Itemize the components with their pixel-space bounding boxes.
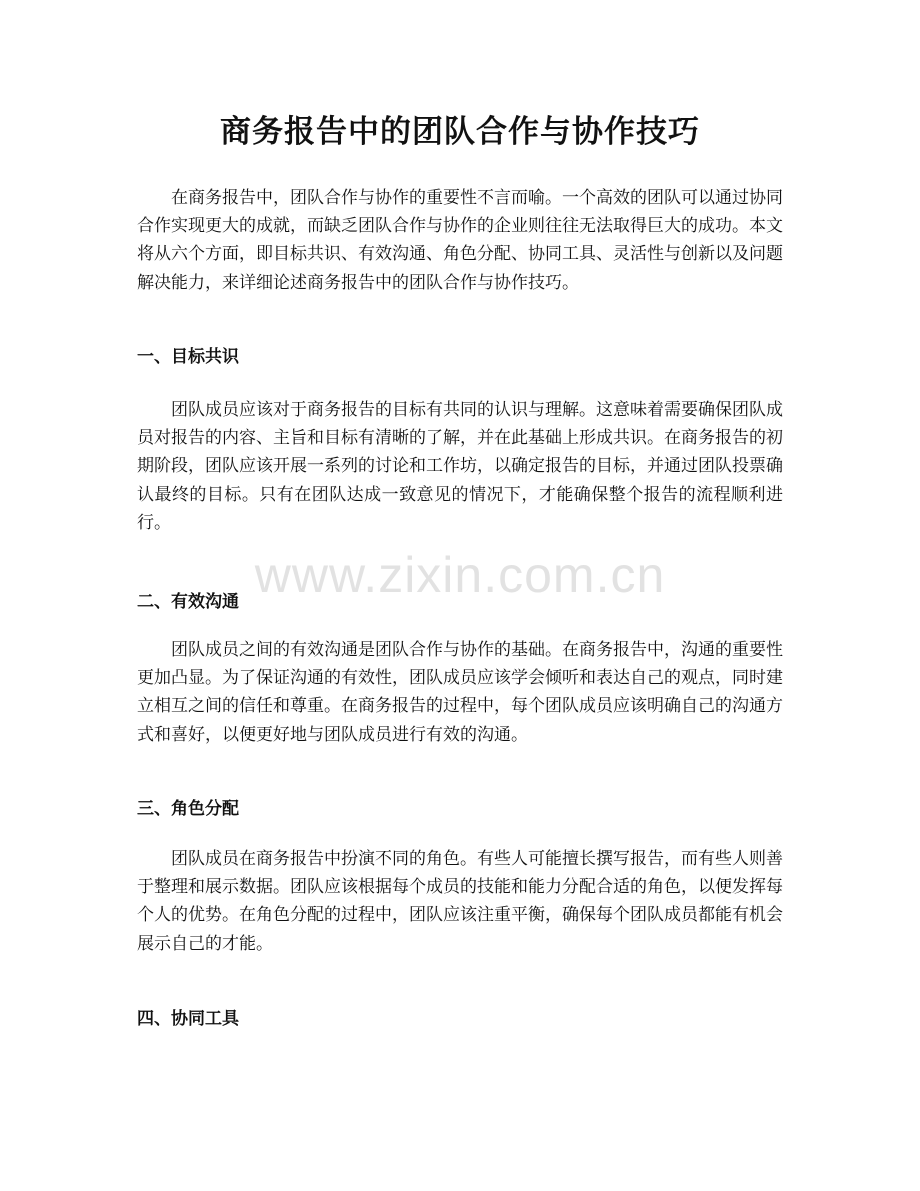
section-heading-goal-consensus: 一、目标共识: [137, 347, 239, 367]
intro-paragraph: 在商务报告中，团队合作与协作的重要性不言而喻。一个高效的团队可以通过协同合作实现更大的成就，而缺乏团队合作与协作的企业则往往无法取得巨大的成功。本文将从六个方面，即目标共识、有效沟通、角色分配、协同工具、灵活性与创新以及问题解决能力，来详细论述商务报告中的团队合作与协作技巧。: [137, 188, 783, 293]
section-body-role-assignment: 团队成员在商务报告中扮演不同的角色。有些人可能擅长撰写报告，而有些人则善于整理和展示数据。团队应该根据每个成员的技能和能力分配合适的角色，以便发挥每个人的优势。在角色分配的过程中，团队应该注重平衡，确保每个团队成员都能有机会展示自己的才能。: [137, 849, 783, 954]
section-heading-effective-communication: 二、有效沟通: [137, 592, 239, 612]
section-body-goal-consensus: 团队成员应该对于商务报告的目标有共同的认识与理解。这意味着需要确保团队成员对报告的内容、主旨和目标有清晰的了解，并在此基础上形成共识。在商务报告的初期阶段，团队应该开展一系列的讨论和工作坊，以确定报告的目标，并通过团队投票确认最终的目标。只有在团队达成一致意见的情况下，才能确保整个报告的流程顺利进行。: [137, 400, 783, 533]
watermark-text: www.zixin.com.cn: [254, 547, 666, 603]
section-body-effective-communication: 团队成员之间的有效沟通是团队合作与协作的基础。在商务报告中，沟通的重要性更加凸显。为了保证沟通的有效性，团队成员应该学会倾听和表达自己的观点，同时建立相互之间的信任和尊重。在商务报告的过程中，每个团队成员应该明确自己的沟通方式和喜好，以便更好地与团队成员进行有效的沟通。: [137, 640, 783, 745]
document-title: 商务报告中的团队合作与协作技巧: [220, 114, 700, 150]
section-heading-collaboration-tools: 四、协同工具: [137, 1009, 239, 1029]
section-heading-role-assignment: 三、角色分配: [137, 799, 239, 819]
